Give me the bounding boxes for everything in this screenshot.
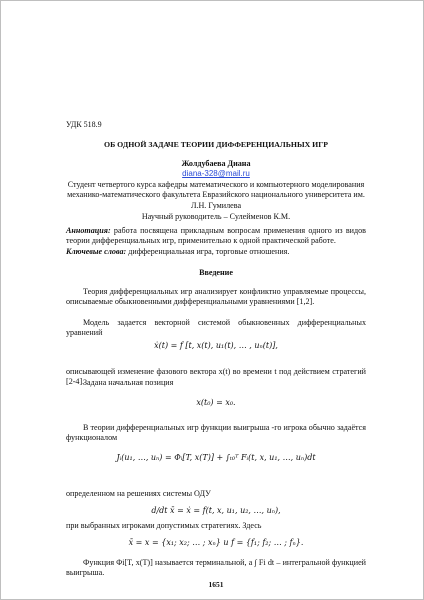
abstract	[66, 226, 366, 247]
abstract-label: Аннотация:	[66, 226, 111, 235]
paragraph-3: описывающей изменение фазового вектора x(t) во времени t под действием стратегий [2-4].	[66, 367, 366, 387]
keywords	[66, 247, 366, 257]
equation-initial-position: x(t₀) = x₀.	[196, 398, 236, 407]
equation-vectors: x̄ = x = {x₁; x₂; … ; xₙ} и f = {f₁; f₂; … ; fₙ}.	[128, 538, 304, 547]
udk-code: УДК 518.9	[66, 120, 102, 129]
page-number: 1651	[208, 580, 224, 589]
paper-title: ОБ ОДНОЙ ЗАДАЧЕ ТЕОРИИ ДИФФЕРЕНЦИАЛЬНЫХ ИГР	[104, 140, 328, 149]
equation-ode: d/dt x̄ = ẋ = f(t, x, u₁, u₂, …, uₙ),	[151, 506, 281, 515]
paragraph-1: Теория дифференциальных игр анализирует конфликтно управляемые процессы, описываемые обыкновенными дифференциальными уравнениями [1,2].	[66, 287, 366, 307]
paragraph-8: Функция Φi[T, x(T)] называется терминальной, а ∫ Fi dt – интегральной функцией выигрыша.	[66, 558, 366, 578]
equation-payoff-functional: Jᵢ(u₁, …, uₙ) = Φᵢ[T, x(T)] + ∫ₜ₀ᵀ Fᵢ(t, x, u₁, …, uₙ)dt	[116, 453, 316, 462]
keywords-text: дифференциальная игра, торговые отношения.	[126, 247, 290, 256]
document-page	[66, 0, 366, 600]
paragraph-6: определенном на решениях системы ОДУ	[66, 489, 211, 498]
author-affiliation: Студент четвертого курса кафедры математического и компьютерного моделирования механико-математического факультета Евразийского национального университета им. Л.Н. Гумилева	[67, 180, 365, 210]
keywords-label: Ключевые слова:	[66, 247, 127, 256]
paragraph-4: Задана начальная позиция	[83, 378, 174, 387]
abstract-text: работа посвящена прикладным вопросам применения одного из видов теории дифференциальных игр, применительно к одной практической работе.	[66, 226, 366, 246]
author-name: Жолдубаева Диана	[181, 159, 251, 168]
paragraph-2: Модель задается векторной системой обыкновенных дифференциальных уравнений	[66, 318, 366, 338]
section-heading-intro: Введение	[199, 268, 233, 277]
scientific-supervisor: Научный руководитель – Сулейменов К.М.	[141, 212, 291, 221]
author-email-link[interactable]: diana-328@mail.ru	[182, 169, 250, 178]
paragraph-7: при выбранных игроками допустимых стратегиях. Здесь	[66, 521, 262, 530]
equation-system: ẋ(t) = f [t, x(t), u₁(t), … , uₙ(t)],	[154, 341, 278, 350]
paragraph-5: В теории дифференциальных игр функции выигрыша -го игрока обычно задаётся функционалом	[66, 423, 366, 443]
